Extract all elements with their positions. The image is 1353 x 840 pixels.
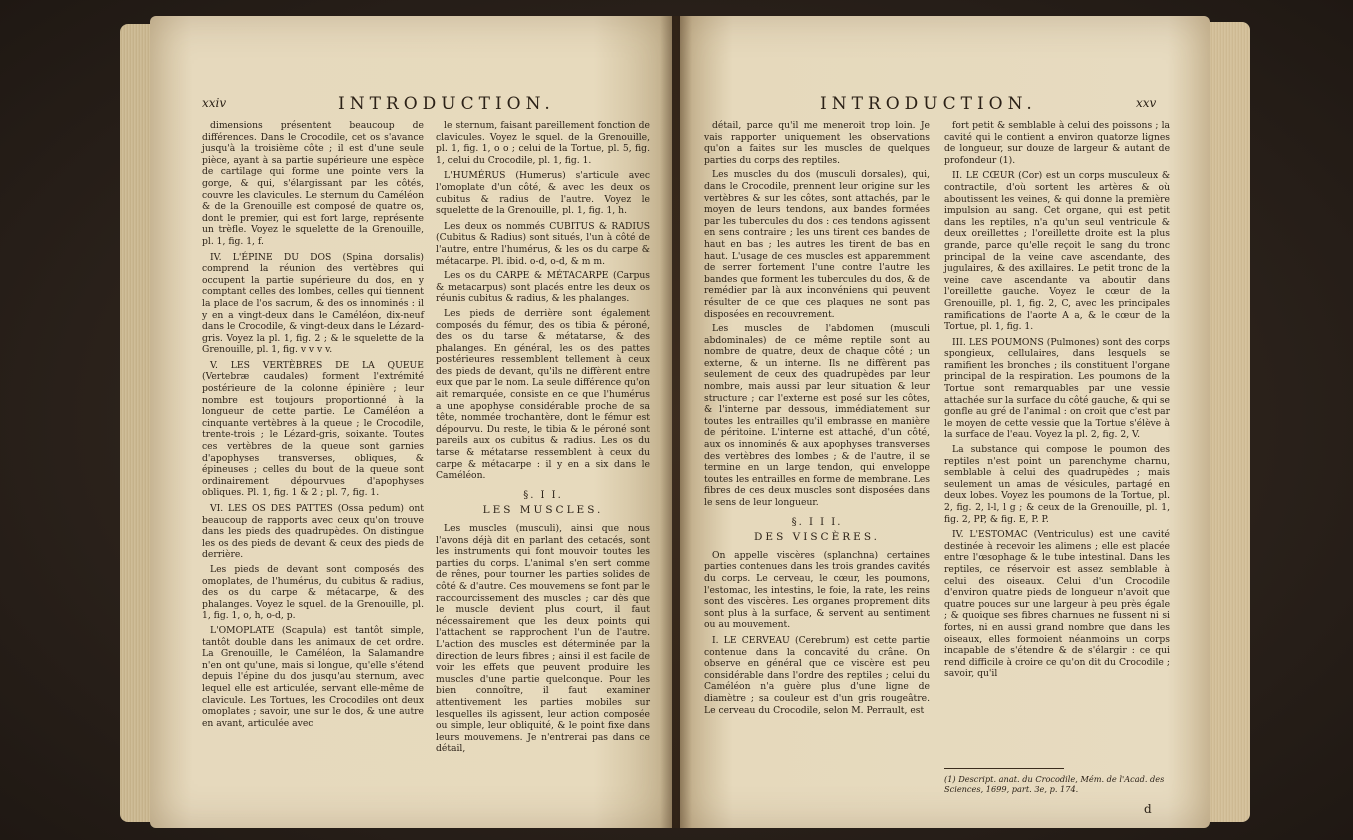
- paragraph: Les muscles du dos (musculi dorsales), qui, dans le Crocodile, prennent leur origine sur les vertèbres & sur les côtes, sont attachés, par le moyen de leurs tendons, aux bandes formées par les tubercules du dos : ces tendons agissent en sens contraire ; les uns tirent ces bandes de haut en bas ; les autres les tirent de bas en haut. L'usage de ces muscles est apparemment de serrer fortement l'une contre l'autre les bandes que forment les tubercules du dos, & de remédier par là aux inconvéniens qui peuvent résulter de ce que ces plaques ne sont pas disposées en recouvrement.: [704, 169, 930, 320]
- paragraph: V. LES VERTÈBRES DE LA QUEUE (Vertebræ caudales) forment l'extrémité postérieure de la colonne épinière ; leur nombre est toujours proportionné à la longueur de cette partie. Le Caméléon a cinquante vertèbres à la queue ; le Crocodile, trente-trois ; le Lézard-gris, soixante. Toutes ces vertèbres de la queue sont garnies d'apophyses transverses, obliques, & épineuses ; celles du bout de la queue sont ordinairement dépourvues d'apophyses obliques. Pl. 1, fig. 1 & 2 ; pl. 7, fig. 1.: [202, 359, 424, 499]
- right-column-2: [944, 120, 1170, 683]
- paragraph: L'HUMÉRUS (Humerus) s'articule avec l'omoplate d'un côté, & avec les deux os cubitus & radius de l'autre. Voyez le squelette de la Grenouille, pl. 1, fig. 1, h.: [436, 170, 650, 217]
- paragraph: III. LES POUMONS (Pulmones) sont des corps spongieux, cellulaires, dans lesquels se ramifient les bronches ; ils constituent l'organe principal de la respiration. Les poumons de la Tortue sont remarquables par une vessie attachée sur la surface du côté gauche, & qui se gonfle au gré de l'animal : on croit que c'est par le moyen de cette vessie que la Tortue s'élève à la surface de l'eau. Voyez la pl. 2, fig. 2, V.: [944, 336, 1170, 441]
- paragraph: Les pieds de devant sont composés des omoplates, de l'humérus, du cubitus & radius, des os du carpe & métacarpe, & des phalanges. Voyez le squel. de la Grenouille, pl. 1, fig. 1, o, h, o-d, p.: [202, 563, 424, 622]
- paragraph: le sternum, faisant pareillement fonction de clavicules. Voyez le squel. de la Grenouille, pl. 1, fig. 1, o o ; celui de la Tortue, pl. 5, fig. 1, celui du Crocodile, pl. 1, fig. 1.: [436, 120, 650, 166]
- paragraph: Les muscles de l'abdomen (musculi abdominales) de ce même reptile sont au nombre de quatre, deux de chaque côté ; un externe, & un interne. Ils ne diffèrent pas seulement de ceux des quadrupèdes par leur nombre, mais aussi par leur situation & leur structure ; car l'externe est posé sur les côtes, & l'interne par dessous, immédiatement sur toutes les entrailles qu'il embrasse en manière de péritoine. L'interne est attaché, d'un côté, aux os innominés & aux apophyses transverses des vertèbres des lombes ; & de l'autre, il se termine en un large tendon, qui enveloppe toutes les entrailles en forme de membrane. Les fibres de ces deux muscles sont disposées dans le sens de leur longueur.: [704, 323, 930, 508]
- left-page: [150, 16, 672, 828]
- left-page-number: xxiv: [202, 96, 227, 110]
- paragraph: Les os du CARPE & MÉTACARPE (Carpus & metacarpus) sont placés entre les deux os réunis cubitus & radius, & les phalanges.: [436, 270, 650, 305]
- section-number: §. I I.: [523, 489, 563, 501]
- paragraph: I. LE CERVEAU (Cerebrum) est cette partie contenue dans la concavité du crâne. On observe en général que ce viscère est peu considérable dans l'ordre des reptiles ; celui du Caméléon n'a guère plus d'une ligne de diamètre ; sa couleur est d'un gris rougeâtre. Le cerveau du Crocodile, selon M. Perrault, est: [704, 634, 930, 716]
- paragraph: IV. L'ESTOMAC (Ventriculus) est une cavité destinée à recevoir les alimens ; elle est placée entre l'œsophage & le tube intestinal. Dans les reptiles, ce réservoir est assez semblable à celui des oiseaux. Celui d'un Crocodile d'environ quatre pieds de longueur n'avoit que quatre pouces sur une largeur à peu près égale ; & quoique ses fibres charnues ne fussent ni si fortes, ni en aussi grand nombre que dans les oiseaux, elles formoient néanmoins un corps incapable de s'étendre & de s'élargir : ce qui rend difficile à croire ce qu'on dit du Crocodile ; savoir, qu'il: [944, 529, 1170, 680]
- section-title: DES VISCÈRES.: [754, 531, 880, 544]
- paragraph: La substance qui compose le poumon des reptiles n'est point un parenchyme charnu, semblable à celui des quadrupèdes ; mais seulement un amas de vésicules, partagé en deux lobes. Voyez les poumons de la Tortue, pl. 2, fig. 2, l-l, l g ; & ceux de la Grenouille, pl. 1, fig. 2, PP, & fig. E, P. P.: [944, 444, 1170, 525]
- footnote-rule: [944, 768, 1064, 769]
- right-running-head: INTRODUCTION.: [820, 94, 1037, 114]
- paragraph: IV. L'ÉPINE DU DOS (Spina dorsalis) comprend la réunion des vertèbres qui occupent la partie supérieure du dos, en y comptant celles des lombes, celles qui tiennent la place de l'os sacrum, & des os innominés : il y en a vingt-deux dans le Caméléon, dix-neuf dans le Crocodile, & vingt-deux dans le Lézard-gris. Voyez la pl. 1, fig. 2 ; & le squelette de la Grenouille, pl. 1, fig. v v v v.: [202, 251, 424, 356]
- footnote: (1) Descript. anat. du Crocodile, Mém. de l'Acad. des Sciences, 1699, part. 3e, p. 174.: [944, 774, 1165, 794]
- paragraph: fort petit & semblable à celui des poissons ; la cavité qui le contient a environ quatorze lignes de longueur, sur douze de largeur & autant de profondeur (1).: [944, 120, 1170, 166]
- section-title: LES MUSCLES.: [482, 504, 604, 517]
- signature-mark: d: [1144, 802, 1152, 816]
- paragraph: VI. LES OS DES PATTES (Ossa pedum) ont beaucoup de rapports avec ceux qu'on trouve dans les pieds des quadrupèdes. On distingue les os des pieds de devant & ceux des pieds de derrière.: [202, 503, 424, 561]
- left-running-head: INTRODUCTION.: [338, 94, 555, 114]
- paragraph: Les muscles (musculi), ainsi que nous l'avons déjà dit en parlant des cetacés, sont les instruments qui font mouvoir toutes les parties du corps. L'animal s'en sert comme de rênes, pour tourner les parties solides de côté & d'autre. Ces mouvemens se font par le raccourcissement des muscles ; car dès que le muscle devient plus court, il faut nécessairement que les deux points qui l'attachent se rapprochent l'un de l'autre. L'action des muscles est déterminée par la direction de leurs fibres ; ainsi il est facile de voir les effets que peuvent produire les muscles d'une partie quelconque. Pour les bien connoître, il faut examiner attentivement les parties mobiles sur lesquelles ils agissent, leur action composée ou simple, leur obliquité, & le point fixe dans leurs mouvemens. Je n'entrerai pas dans ce détail,: [436, 523, 650, 755]
- right-page-edges: [1210, 22, 1250, 822]
- right-page: [680, 16, 1210, 828]
- paragraph: L'OMOPLATE (Scapula) est tantôt simple, tantôt double dans les animaux de cet ordre. La Grenouille, le Caméléon, la Salamandre n'en ont qu'une, mais si longue, qu'elle s'étend depuis l'épine du dos jusqu'au sternum, avec lequel elle est articulée, servant elle-même de clavicule. Les Tortues, les Crocodiles ont deux omoplates ; savoir, une sur le dos, & une autre en avant, articulée avec: [202, 624, 424, 729]
- paragraph: Les pieds de derrière sont également composés du fémur, des os tibia & péroné, des os du tarse & métatarse, & des phalanges. En général, les os des pattes postérieures ressemblent tellement à ceux des pieds de devant, qu'ils ne diffèrent entre eux que par le nom. La seule différence qu'on ait remarquée, consiste en ce que l'humérus a une apophyse considérable proche de sa tête, nommée trochantère, dont le fémur est dépourvu. Du reste, le tibia & le péroné sont pareils aux os cubitus & radius. Les os du tarse & métatarse ressemblent à ceux du carpe & métacarpe : il y en a six dans le Caméléon.: [436, 307, 650, 482]
- section-number: §. I I I.: [791, 516, 843, 528]
- paragraph: Les deux os nommés CUBITUS & RADIUS (Cubitus & Radius) sont situés, l'un à côté de l'autre, entre l'humérus, & les os du carpe & métacarpe. Pl. ibid. o-d, o-d, & m m.: [436, 220, 650, 267]
- paragraph: On appelle viscères (splanchna) certaines parties contenues dans les trois grandes cavités du corps. Le cerveau, le cœur, les poumons, l'estomac, les intestins, le foie, la rate, les reins sont des viscères. Les organes proprement dits sont plus à la surface, & servent au sentiment ou au mouvement.: [704, 549, 930, 631]
- left-column-1: [202, 120, 424, 732]
- left-column-2: [436, 120, 650, 758]
- paragraph: dimensions présentent beaucoup de différences. Dans le Crocodile, cet os s'avance jusqu'à la troisième côte ; il est d'une seule pièce, ayant à sa partie supérieure une espèce de cartilage qui forme une pointe vers la gorge, & qui, s'élargissant par les côtés, couvre les clavicules. Le sternum du Caméléon & de la Grenouille est composé de quatre os, dont le premier, qui est fort large, représente un trèfle. Voyez le squelette de la Grenouille, pl. 1, fig. 1, f.: [202, 120, 424, 247]
- right-page-number: xxv: [1136, 96, 1157, 110]
- right-column-1: [704, 120, 930, 719]
- left-page-edges: [120, 24, 150, 822]
- paragraph: II. LE CŒUR (Cor) est un corps musculeux & contractile, d'où sortent les artères & où aboutissent les veines, & qui donne la première impulsion au sang. Cet organe, qui est petit dans les reptiles, n'a qu'un seul ventricule & deux oreillettes ; l'oreillette droite est la plus grande, parce qu'elle reçoit le sang du tronc principal de la veine cave ascendante, des jugulaires, & des axillaires. Le petit tronc de la veine cave ascendante va aboutir dans l'oreillette gauche. Voyez le cœur de la Grenouille, pl. 1, fig. 2, C, avec les principales ramifications de l'aorte A a, & le cœur de la Tortue, pl. 1, fig. 1.: [944, 170, 1170, 333]
- paragraph: détail, parce qu'il me meneroit trop loin. Je vais rapporter uniquement les observations qu'on a faites sur les muscles de quelques parties du corps des reptiles.: [704, 120, 930, 166]
- book-gutter: [660, 16, 692, 828]
